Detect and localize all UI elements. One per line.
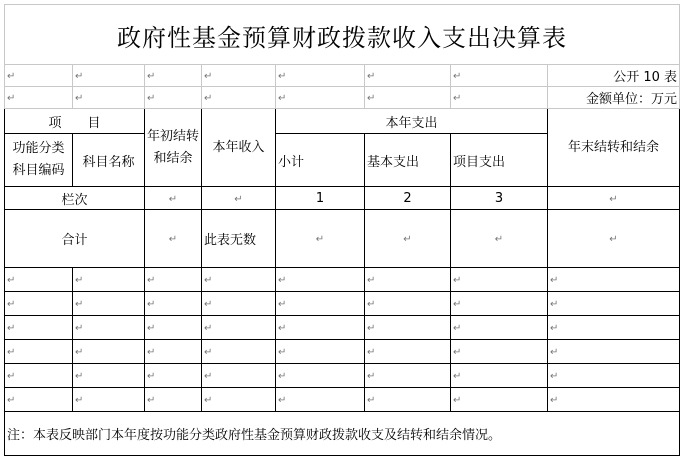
cell	[202, 340, 276, 364]
paragraph-mark: ↵	[7, 93, 16, 104]
cell	[276, 87, 365, 109]
table-row	[5, 316, 680, 340]
cell	[365, 316, 451, 340]
paragraph-mark: ↵	[609, 193, 618, 205]
cell	[451, 268, 548, 292]
cell	[548, 292, 680, 316]
cell	[365, 292, 451, 316]
cell	[365, 65, 451, 87]
col-index-3: 3	[451, 187, 548, 210]
paragraph-mark: ↵	[367, 323, 376, 334]
paragraph-mark: ↵	[7, 371, 16, 382]
paragraph-mark: ↵	[75, 395, 84, 406]
cell	[451, 210, 548, 268]
paragraph-mark: ↵	[367, 93, 376, 104]
paragraph-mark: ↵	[204, 275, 213, 286]
paragraph-mark: ↵	[7, 395, 16, 406]
cell	[451, 292, 548, 316]
cell	[548, 210, 680, 268]
paragraph-mark: ↵	[494, 234, 504, 245]
cell	[145, 210, 202, 268]
cell	[365, 210, 451, 268]
paragraph-mark: ↵	[204, 71, 213, 82]
header-project: 项 目	[5, 109, 145, 134]
cell	[145, 268, 202, 292]
paragraph-mark: ↵	[204, 93, 213, 104]
paragraph-mark: ↵	[204, 323, 213, 334]
paragraph-mark: ↵	[147, 93, 156, 104]
cell	[73, 65, 145, 87]
cell	[145, 292, 202, 316]
cell	[365, 340, 451, 364]
cell	[548, 388, 680, 412]
paragraph-mark: ↵	[367, 371, 376, 382]
cell	[276, 364, 365, 388]
paragraph-mark: ↵	[278, 323, 287, 334]
paragraph-mark: ↵	[7, 347, 16, 358]
cell	[5, 316, 73, 340]
paragraph-mark: ↵	[7, 275, 16, 286]
header-basic: 基本支出	[365, 134, 451, 187]
paragraph-mark: ↵	[453, 71, 462, 82]
paragraph-mark: ↵	[75, 93, 84, 104]
cell	[365, 364, 451, 388]
header-subtotal: 小计	[276, 134, 365, 187]
cell	[145, 340, 202, 364]
amount-unit: 金额单位：万元	[548, 87, 680, 109]
cell	[73, 364, 145, 388]
paragraph-mark: ↵	[75, 371, 84, 382]
header-expense: 本年支出	[276, 109, 548, 134]
paragraph-mark: ↵	[278, 93, 287, 104]
paragraph-mark: ↵	[367, 347, 376, 358]
paragraph-mark: ↵	[367, 275, 376, 286]
cell	[145, 316, 202, 340]
paragraph-mark: ↵	[453, 93, 462, 104]
cell	[451, 87, 548, 109]
table-row	[5, 268, 680, 292]
cell	[365, 388, 451, 412]
paragraph-mark: ↵	[147, 71, 156, 82]
col-index-2: 2	[365, 187, 451, 210]
paragraph-mark: ↵	[147, 323, 156, 334]
paragraph-mark: ↵	[278, 395, 287, 406]
paragraph-mark: ↵	[7, 299, 16, 310]
paragraph-mark: ↵	[168, 234, 178, 245]
cell	[5, 388, 73, 412]
paragraph-mark: ↵	[367, 71, 376, 82]
cell	[276, 65, 365, 87]
paragraph-mark: ↵	[75, 299, 84, 310]
paragraph-mark: ↵	[204, 395, 213, 406]
paragraph-mark: ↵	[7, 323, 16, 334]
paragraph-mark: ↵	[403, 234, 412, 245]
paragraph-mark: ↵	[367, 395, 376, 406]
total-income: 此表无数	[202, 210, 276, 268]
paragraph-mark: ↵	[453, 275, 462, 286]
cell	[276, 268, 365, 292]
paragraph-mark: ↵	[453, 299, 462, 310]
paragraph-mark: ↵	[453, 371, 462, 382]
cell	[73, 268, 145, 292]
cell	[202, 364, 276, 388]
cell	[5, 292, 73, 316]
cell	[548, 316, 680, 340]
cell	[451, 316, 548, 340]
cell	[73, 388, 145, 412]
paragraph-mark: ↵	[278, 275, 287, 286]
cell	[202, 87, 276, 109]
paragraph-mark: ↵	[609, 234, 618, 245]
cell	[276, 210, 365, 268]
cell	[145, 364, 202, 388]
cell	[276, 292, 365, 316]
cell	[276, 388, 365, 412]
cell	[276, 340, 365, 364]
fund-budget-table	[4, 64, 680, 456]
cell	[145, 388, 202, 412]
meta-row-1	[5, 65, 680, 87]
cell	[276, 316, 365, 340]
paragraph-mark: ↵	[278, 71, 287, 82]
paragraph-mark: ↵	[204, 299, 213, 310]
cell	[451, 340, 548, 364]
paragraph-mark: ↵	[278, 299, 287, 310]
paragraph-mark: ↵	[453, 323, 462, 334]
paragraph-mark: ↵	[550, 395, 559, 406]
cell	[202, 388, 276, 412]
col-index-1: 1	[276, 187, 365, 210]
paragraph-mark: ↵	[147, 275, 156, 286]
paragraph-mark: ↵	[147, 371, 156, 382]
cell	[451, 65, 548, 87]
table-row	[5, 388, 680, 412]
paragraph-mark: ↵	[7, 71, 16, 82]
header-begin-balance: 年初结转和结余	[145, 109, 202, 187]
cell	[202, 292, 276, 316]
cell	[5, 364, 73, 388]
note-row	[5, 412, 680, 456]
cell	[548, 340, 680, 364]
cell	[365, 268, 451, 292]
cell	[202, 187, 276, 210]
paragraph-mark: ↵	[75, 275, 84, 286]
row-index-label: 栏次	[5, 187, 145, 210]
cell	[365, 87, 451, 109]
cell	[5, 268, 73, 292]
paragraph-mark: ↵	[204, 371, 213, 382]
table-row	[5, 364, 680, 388]
table-number: 公开 10 表	[548, 65, 680, 87]
cell	[73, 316, 145, 340]
cell	[145, 187, 202, 210]
paragraph-mark: ↵	[75, 323, 84, 334]
paragraph-mark: ↵	[453, 395, 462, 406]
paragraph-mark: ↵	[278, 371, 287, 382]
paragraph-mark: ↵	[75, 347, 84, 358]
cell	[5, 340, 73, 364]
paragraph-mark: ↵	[147, 347, 156, 358]
total-row	[5, 210, 680, 268]
total-label: 合计	[5, 210, 145, 268]
cell	[73, 292, 145, 316]
paragraph-mark: ↵	[278, 347, 287, 358]
meta-row-2	[5, 87, 680, 109]
paragraph-mark: ↵	[147, 299, 156, 310]
paragraph-mark: ↵	[550, 371, 559, 382]
paragraph-mark: ↵	[550, 323, 559, 334]
report-title: 政府性基金预算财政拨款收入支出决算表	[4, 4, 680, 65]
paragraph-mark: ↵	[550, 347, 559, 358]
cell	[548, 268, 680, 292]
paragraph-mark: ↵	[75, 71, 84, 82]
cell	[451, 388, 548, 412]
paragraph-mark: ↵	[550, 299, 559, 310]
cell	[202, 316, 276, 340]
cell	[202, 65, 276, 87]
cell	[202, 268, 276, 292]
paragraph-mark: ↵	[315, 234, 325, 245]
cell	[5, 65, 73, 87]
paragraph-mark: ↵	[147, 395, 156, 406]
cell	[145, 65, 202, 87]
header-project-expense: 项目支出	[451, 134, 548, 187]
header-income: 本年收入	[202, 109, 276, 187]
paragraph-mark: ↵	[367, 299, 376, 310]
cell	[73, 340, 145, 364]
header-row-1	[5, 109, 680, 134]
row-index	[5, 187, 680, 210]
table-note: 注：本表反映部门本年度按功能分类政府性基金预算财政拨款收支及结转和结余情况。	[5, 412, 680, 456]
cell	[145, 87, 202, 109]
header-end-balance: 年末结转和结余	[548, 109, 680, 187]
cell	[451, 364, 548, 388]
cell	[548, 187, 680, 210]
header-subject-name: 科目名称	[73, 134, 145, 187]
paragraph-mark: ↵	[168, 193, 178, 205]
cell	[548, 364, 680, 388]
paragraph-mark: ↵	[234, 193, 243, 205]
header-func-code: 功能分类科目编码	[5, 134, 73, 187]
cell	[73, 87, 145, 109]
paragraph-mark: ↵	[204, 347, 213, 358]
table-row	[5, 292, 680, 316]
paragraph-mark: ↵	[550, 275, 559, 286]
table-row	[5, 340, 680, 364]
cell	[5, 87, 73, 109]
paragraph-mark: ↵	[453, 347, 462, 358]
